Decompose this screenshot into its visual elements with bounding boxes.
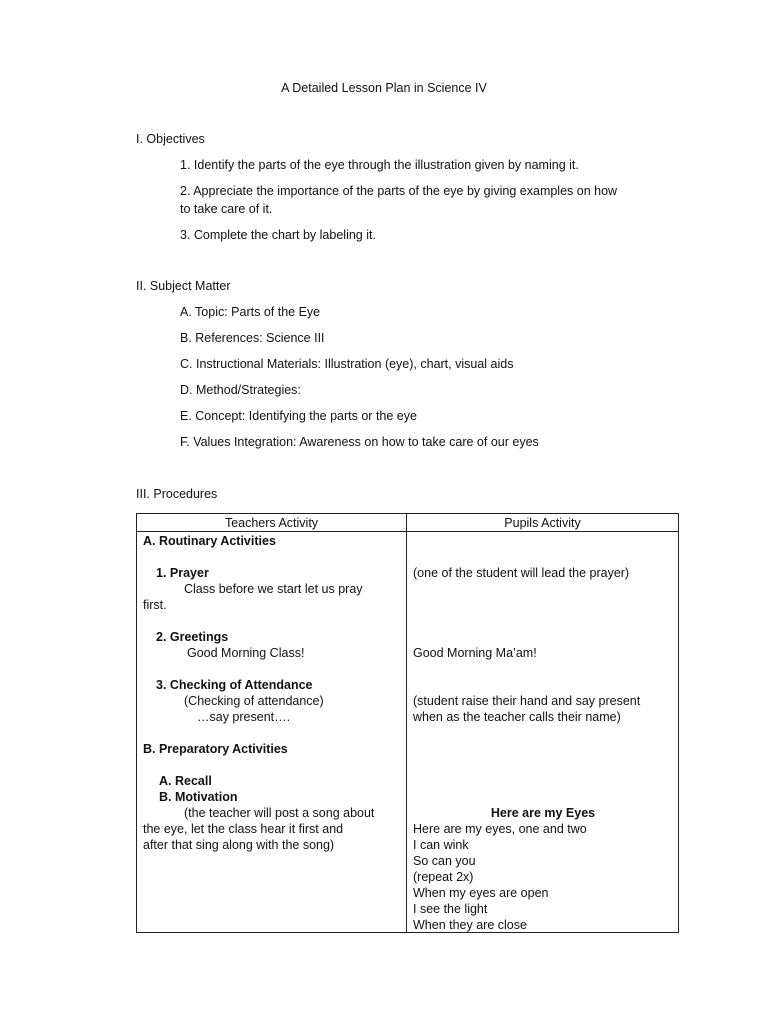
subject-references: B. References: Science III xyxy=(180,331,325,345)
subject-topic: A. Topic: Parts of the Eye xyxy=(180,305,321,319)
subject-concept: E. Concept: Identifying the parts or the eye xyxy=(180,409,417,423)
routinary-activities: A. Routinary Activities xyxy=(143,534,276,548)
song-line: When my eyes are open xyxy=(413,886,549,900)
greetings-text: Good Morning Class! xyxy=(187,646,305,660)
teachers-activity-header: Teachers Activity xyxy=(137,514,407,532)
attendance-title: 3. Checking of Attendance xyxy=(156,678,313,692)
recall-title: A. Recall xyxy=(159,774,212,788)
objective-2: 2. Appreciate the importance of the parts of the eye by giving examples on how xyxy=(180,184,618,198)
objectives-heading: I. Objectives xyxy=(136,132,205,146)
motivation-text-cont: the eye, let the class hear it first and xyxy=(143,822,344,836)
pupils-activity-header: Pupils Activity xyxy=(407,514,679,532)
attendance-text: (Checking of attendance) xyxy=(184,694,324,708)
prayer-text-cont: first. xyxy=(143,598,167,612)
prayer-title: 1. Prayer xyxy=(156,566,209,580)
procedures-heading: III. Procedures xyxy=(136,487,218,501)
song-line: Here are my eyes, one and two xyxy=(413,822,587,836)
pupils-attendance: (student raise their hand and say present xyxy=(413,694,641,708)
objective-3: 3. Complete the chart by labeling it. xyxy=(180,228,376,242)
subject-values: F. Values Integration: Awareness on how to take care of our eyes xyxy=(180,435,539,449)
song-line: (repeat 2x) xyxy=(413,870,474,884)
song-title: Here are my Eyes xyxy=(490,806,596,820)
pupils-attendance-cont: when as the teacher calls their name) xyxy=(413,710,621,724)
song-line: I see the light xyxy=(413,902,488,916)
pupils-activity-cell xyxy=(407,532,679,933)
attendance-text-cont: …say present…. xyxy=(197,710,291,724)
subject-matter-heading: II. Subject Matter xyxy=(136,279,231,293)
pupils-greetings: Good Morning Ma’am! xyxy=(413,646,537,660)
song-line: So can you xyxy=(413,854,476,868)
song-line: I can wink xyxy=(413,838,469,852)
motivation-text: (the teacher will post a song about xyxy=(184,806,375,820)
subject-method: D. Method/Strategies: xyxy=(180,383,301,397)
greetings-title: 2. Greetings xyxy=(156,630,229,644)
subject-materials: C. Instructional Materials: Illustration (eye), chart, visual aids xyxy=(180,357,514,371)
objective-2-cont: to take care of it. xyxy=(180,202,273,216)
motivation-title: B. Motivation xyxy=(159,790,238,804)
preparatory-activities: B. Preparatory Activities xyxy=(143,742,288,756)
motivation-text-end: after that sing along with the song) xyxy=(143,838,335,852)
prayer-text: Class before we start let us pray xyxy=(184,582,363,596)
song-line: When they are close xyxy=(413,918,527,932)
pupils-prayer: (one of the student will lead the prayer) xyxy=(413,566,630,580)
teachers-activity-cell xyxy=(137,532,407,933)
objective-1: 1. Identify the parts of the eye through the illustration given by naming it. xyxy=(180,158,579,172)
procedures-table xyxy=(136,513,679,933)
document-title: A Detailed Lesson Plan in Science IV xyxy=(281,81,487,95)
